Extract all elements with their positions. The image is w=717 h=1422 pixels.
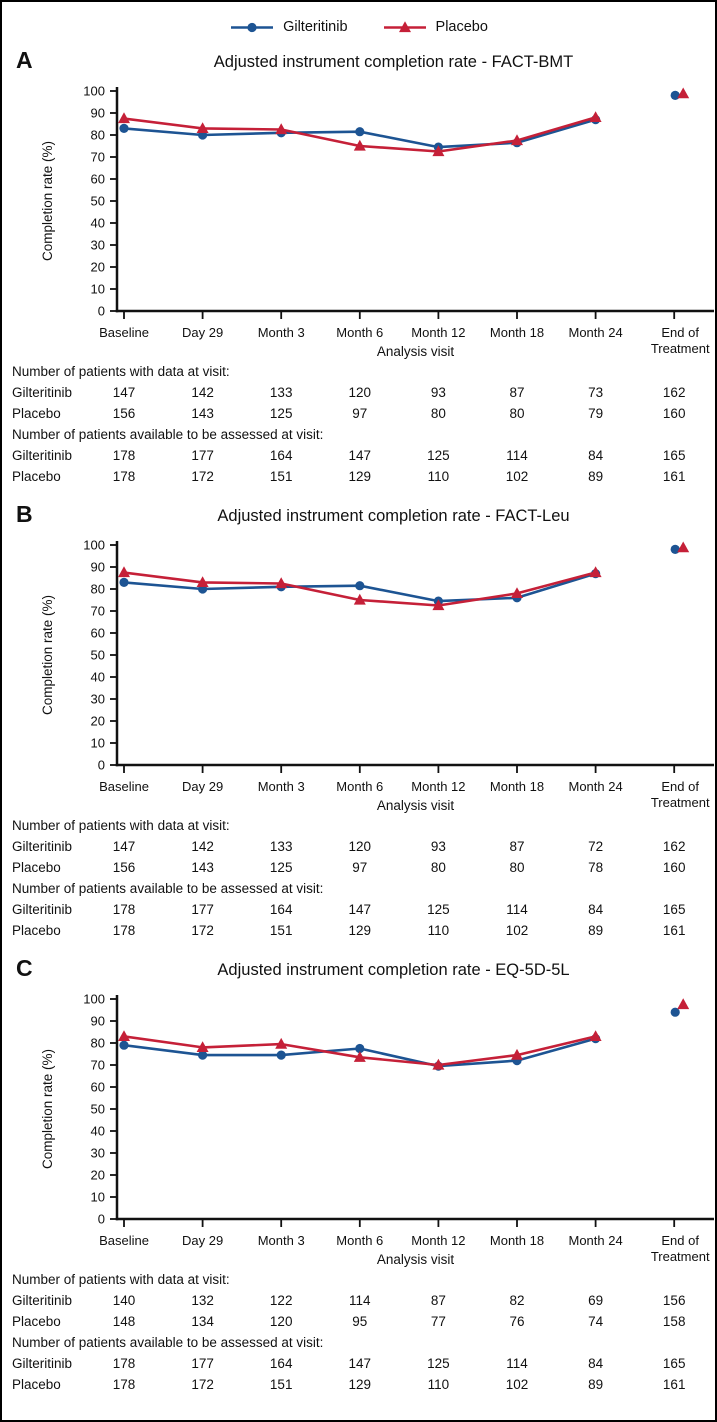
gilteritinib-marker (355, 127, 364, 136)
panel-b-letter: B (16, 501, 33, 527)
table-cell: 89 (588, 469, 604, 484)
table-cell: 87 (509, 839, 525, 854)
table-cell: 161 (662, 469, 686, 484)
row-label: Gilteritinib (12, 385, 73, 400)
table-cell: 178 (112, 1377, 136, 1392)
x-tick-label: Month 6 (336, 779, 384, 794)
table-cell: 110 (427, 923, 450, 938)
row-label: Placebo (12, 406, 61, 421)
table-cell: 72 (588, 839, 604, 854)
table-cell: 89 (588, 923, 604, 938)
table-cell: 161 (662, 1377, 686, 1392)
table-cell: 156 (112, 406, 136, 421)
table-cell: 84 (588, 1356, 604, 1371)
y-tick-label: 0 (97, 757, 105, 773)
panel-a-header (2, 45, 715, 81)
table-cell: 120 (269, 1314, 293, 1329)
table-cell: 125 (427, 448, 450, 463)
y-tick-label: 30 (90, 691, 105, 707)
table-cell: 110 (427, 469, 450, 484)
row-label: Gilteritinib (12, 1293, 73, 1308)
x-tick-label: Day 29 (181, 325, 224, 340)
table-cell: 147 (348, 902, 372, 917)
panel-a-title: Adjusted instrument completion rate - FACT-BMT (213, 53, 574, 71)
table-cell: 133 (269, 839, 293, 854)
x-axis-title: Analysis visit (376, 344, 455, 359)
table-cell: 151 (269, 923, 293, 938)
eq-5d-5l-patient-table (2, 1269, 715, 1395)
table-cell: 178 (112, 923, 136, 938)
table-row-header (2, 1332, 715, 1353)
y-axis-title: Completion rate (%) (40, 1048, 55, 1170)
table-section-header: Number of patients available to be assessed at visit: (12, 881, 324, 896)
gilteritinib-marker-icon (229, 20, 275, 35)
y-tick-label: 40 (90, 669, 105, 685)
y-tick-label: 100 (83, 537, 105, 553)
x-tick-label: End of (661, 1233, 699, 1248)
x-tick-label: Day 29 (181, 1233, 224, 1248)
row-label: Placebo (12, 860, 61, 875)
fact-leu-patient-table (2, 815, 715, 941)
table-row (2, 899, 715, 920)
y-tick-label: 30 (90, 237, 105, 253)
table-cell: 151 (269, 469, 293, 484)
table-cell: 122 (269, 1293, 293, 1308)
y-tick-label: 10 (90, 281, 105, 297)
gilteritinib-marker (671, 545, 680, 554)
legend-marker (247, 22, 256, 31)
table-cell: 125 (427, 902, 450, 917)
y-tick-label: 70 (90, 149, 105, 165)
y-tick-label: 20 (90, 259, 105, 275)
table-cell: 158 (662, 1314, 686, 1329)
table-cell: 114 (349, 1293, 371, 1308)
table-cell: 151 (269, 1377, 293, 1392)
y-tick-label: 70 (90, 1057, 105, 1073)
placebo-marker-icon (382, 20, 428, 35)
table-row-header (2, 878, 715, 899)
y-tick-label: 10 (90, 735, 105, 751)
table-cell: 147 (348, 448, 372, 463)
table-cell: 134 (191, 1314, 214, 1329)
table-cell: 129 (348, 469, 372, 484)
legend-label-placebo: Placebo (435, 19, 488, 35)
table-cell: 178 (112, 1356, 136, 1371)
table-cell: 160 (662, 860, 686, 875)
table-cell: 93 (430, 839, 446, 854)
y-tick-label: 70 (90, 603, 105, 619)
table-cell: 147 (112, 839, 136, 854)
x-tick-label: Month 24 (568, 779, 623, 794)
row-label: Placebo (12, 1377, 61, 1392)
y-tick-label: 100 (83, 991, 105, 1007)
placebo-marker (677, 998, 689, 1009)
table-cell: 80 (509, 860, 525, 875)
y-tick-label: 90 (90, 1013, 105, 1029)
table-cell: 97 (352, 860, 368, 875)
gilteritinib-marker (277, 1051, 286, 1060)
table-cell: 133 (269, 385, 293, 400)
table-section-header: Number of patients with data at visit: (12, 364, 230, 379)
table-cell: 125 (269, 406, 293, 421)
table-cell: 73 (588, 385, 604, 400)
gilteritinib-marker (119, 124, 128, 133)
x-tick-label: Treatment (650, 341, 710, 356)
fact-leu-completion-chart (2, 535, 717, 813)
table-cell: 102 (505, 923, 529, 938)
table-row (2, 445, 715, 466)
table-cell: 69 (588, 1293, 604, 1308)
x-tick-label: Month 18 (489, 779, 545, 794)
placebo-marker (118, 1030, 130, 1041)
panel-a-letter: A (16, 47, 33, 73)
x-tick-label: Day 29 (181, 779, 224, 794)
x-tick-label: Month 3 (257, 779, 305, 794)
y-tick-label: 50 (90, 1101, 105, 1117)
table-row (2, 382, 715, 403)
row-label: Placebo (12, 923, 61, 938)
table-cell: 164 (269, 902, 293, 917)
table-cell: 89 (588, 1377, 604, 1392)
x-tick-label: Month 18 (489, 325, 545, 340)
y-tick-label: 40 (90, 1123, 105, 1139)
x-axis-title: Analysis visit (376, 798, 455, 813)
panel-c (2, 953, 715, 1395)
y-tick-label: 20 (90, 713, 105, 729)
table-row (2, 403, 715, 424)
y-tick-label: 60 (90, 171, 105, 187)
table-cell: 162 (662, 839, 686, 854)
table-row (2, 1374, 715, 1395)
legend-item-gilteritinib (229, 19, 347, 35)
table-cell: 165 (662, 1356, 686, 1371)
x-tick-label: Month 12 (411, 325, 466, 340)
row-label: Gilteritinib (12, 1356, 73, 1371)
x-tick-label: Month 3 (257, 325, 305, 340)
table-cell: 79 (588, 406, 604, 421)
legend-label-gilteritinib: Gilteritinib (283, 19, 348, 35)
table-section-header: Number of patients with data at visit: (12, 818, 230, 833)
table-row (2, 1290, 715, 1311)
table-cell: 147 (112, 385, 136, 400)
table-cell: 93 (430, 385, 446, 400)
y-axis-title: Completion rate (%) (40, 140, 55, 262)
row-label: Placebo (12, 469, 61, 484)
x-tick-label: Month 6 (336, 1233, 384, 1248)
y-tick-label: 10 (90, 1189, 105, 1205)
table-cell: 114 (506, 902, 528, 917)
table-row (2, 857, 715, 878)
panel-c-header (2, 953, 715, 989)
table-cell: 172 (191, 1377, 214, 1392)
table-cell: 87 (509, 385, 525, 400)
table-cell: 178 (112, 448, 136, 463)
table-cell: 114 (506, 1356, 528, 1371)
table-section-header: Number of patients with data at visit: (12, 1272, 230, 1287)
panel-a (2, 45, 715, 487)
y-tick-label: 20 (90, 1167, 105, 1183)
fact-bmt-patient-table (2, 361, 715, 487)
table-cell: 74 (588, 1314, 604, 1329)
x-tick-label: End of (661, 325, 699, 340)
table-cell: 177 (191, 448, 214, 463)
table-section-header: Number of patients available to be assessed at visit: (12, 427, 324, 442)
table-cell: 129 (348, 923, 372, 938)
row-label: Gilteritinib (12, 839, 73, 854)
row-label: Placebo (12, 1314, 61, 1329)
table-cell: 160 (662, 406, 686, 421)
table-row-header (2, 815, 715, 836)
table-cell: 78 (588, 860, 604, 875)
table-cell: 172 (191, 923, 214, 938)
table-cell: 80 (430, 406, 446, 421)
table-cell: 80 (509, 406, 525, 421)
row-label: Gilteritinib (12, 448, 73, 463)
y-tick-label: 30 (90, 1145, 105, 1161)
table-row (2, 836, 715, 857)
chart-legend (2, 2, 715, 41)
table-cell: 143 (191, 860, 214, 875)
table-cell: 172 (191, 469, 214, 484)
table-cell: 125 (269, 860, 293, 875)
table-cell: 164 (269, 448, 293, 463)
table-cell: 76 (509, 1314, 525, 1329)
y-tick-label: 0 (97, 303, 105, 319)
legend-item-placebo (382, 19, 488, 35)
table-cell: 102 (505, 1377, 529, 1392)
table-cell: 132 (191, 1293, 214, 1308)
table-cell: 95 (352, 1314, 368, 1329)
table-row-header (2, 361, 715, 382)
table-cell: 165 (662, 902, 686, 917)
placebo-marker (118, 112, 130, 123)
y-tick-label: 80 (90, 127, 105, 143)
table-cell: 162 (662, 385, 686, 400)
table-cell: 87 (430, 1293, 446, 1308)
table-cell: 125 (427, 1356, 450, 1371)
x-tick-label: Month 18 (489, 1233, 545, 1248)
x-tick-label: Month 24 (568, 1233, 623, 1248)
table-cell: 142 (191, 385, 214, 400)
eq-5d-5l-completion-chart (2, 989, 717, 1267)
placebo-marker (118, 566, 130, 577)
x-tick-label: Month 6 (336, 325, 384, 340)
y-tick-label: 90 (90, 559, 105, 575)
panel-b-header (2, 499, 715, 535)
x-tick-label: Baseline (99, 779, 149, 794)
table-cell: 148 (112, 1314, 136, 1329)
y-axis-title: Completion rate (%) (40, 594, 55, 716)
table-cell: 178 (112, 469, 136, 484)
y-tick-label: 60 (90, 1079, 105, 1095)
x-tick-label: Month 12 (411, 779, 466, 794)
gilteritinib-marker (355, 581, 364, 590)
y-tick-label: 50 (90, 647, 105, 663)
table-cell: 177 (191, 1356, 214, 1371)
x-tick-label: Month 3 (257, 1233, 305, 1248)
table-row (2, 1353, 715, 1374)
fact-bmt-completion-chart (2, 81, 717, 359)
y-tick-label: 60 (90, 625, 105, 641)
table-cell: 102 (505, 469, 529, 484)
table-cell: 178 (112, 902, 136, 917)
table-cell: 114 (506, 448, 528, 463)
table-cell: 156 (112, 860, 136, 875)
table-cell: 140 (112, 1293, 136, 1308)
table-cell: 129 (348, 1377, 372, 1392)
table-cell: 120 (348, 839, 372, 854)
gilteritinib-marker (119, 1041, 128, 1050)
placebo-marker (590, 566, 602, 577)
y-tick-label: 80 (90, 581, 105, 597)
table-cell: 110 (427, 1377, 450, 1392)
x-tick-label: End of (661, 779, 699, 794)
table-row-header (2, 1269, 715, 1290)
panel-b-title: Adjusted instrument completion rate - FACT-Leu (217, 507, 570, 525)
table-cell: 177 (191, 902, 214, 917)
table-cell: 80 (430, 860, 446, 875)
table-cell: 161 (662, 923, 686, 938)
table-cell: 82 (509, 1293, 525, 1308)
x-tick-label: Treatment (650, 1249, 710, 1264)
x-tick-label: Treatment (650, 795, 710, 810)
table-section-header: Number of patients available to be assessed at visit: (12, 1335, 324, 1350)
panel-c-title: Adjusted instrument completion rate - EQ-5D-5L (217, 961, 570, 979)
table-cell: 147 (348, 1356, 372, 1371)
table-cell: 84 (588, 902, 604, 917)
table-cell: 165 (662, 448, 686, 463)
table-cell: 120 (348, 385, 372, 400)
y-tick-label: 0 (97, 1211, 105, 1227)
table-row (2, 1311, 715, 1332)
panel-b (2, 499, 715, 941)
table-cell: 84 (588, 448, 604, 463)
table-cell: 77 (430, 1314, 446, 1329)
y-tick-label: 90 (90, 105, 105, 121)
table-cell: 97 (352, 406, 368, 421)
y-tick-label: 100 (83, 83, 105, 99)
placebo-marker (590, 1030, 602, 1041)
gilteritinib-marker (119, 578, 128, 587)
table-row-header (2, 424, 715, 445)
y-tick-label: 40 (90, 215, 105, 231)
table-cell: 142 (191, 839, 214, 854)
panel-c-letter: C (16, 955, 33, 981)
gilteritinib-marker (671, 91, 680, 100)
table-row (2, 466, 715, 487)
x-tick-label: Month 12 (411, 1233, 466, 1248)
y-tick-label: 80 (90, 1035, 105, 1051)
x-tick-label: Baseline (99, 325, 149, 340)
table-cell: 164 (269, 1356, 293, 1371)
x-tick-label: Month 24 (568, 325, 623, 340)
y-tick-label: 50 (90, 193, 105, 209)
row-label: Gilteritinib (12, 902, 73, 917)
table-cell: 156 (662, 1293, 686, 1308)
x-tick-label: Baseline (99, 1233, 149, 1248)
table-cell: 143 (191, 406, 214, 421)
table-row (2, 920, 715, 941)
x-axis-title: Analysis visit (376, 1252, 455, 1267)
placebo-marker (590, 111, 602, 122)
